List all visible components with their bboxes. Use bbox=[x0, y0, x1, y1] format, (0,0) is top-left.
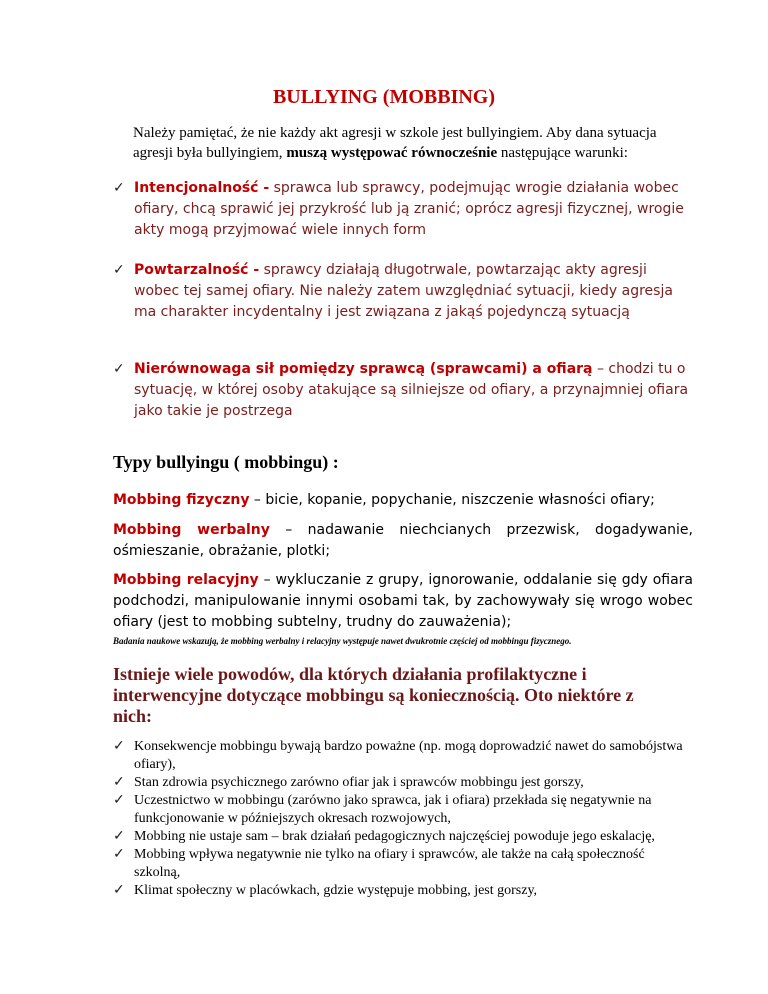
condition-text: sprawca lub sprawcy, podejmując wrogie działania wobec ofiary, chcą sprawić jej przykrość lub ją zranić; oprócz agresji fizycznej, wrogie akty mogą przyjmować wiele innych form bbox=[134, 180, 684, 238]
list-item bbox=[113, 738, 683, 774]
type-text: – bicie, kopanie, popychanie, niszczenie własności ofiary; bbox=[249, 492, 655, 508]
condition-imbalance bbox=[113, 359, 693, 422]
type-name: Mobbing fizyczny bbox=[113, 492, 250, 508]
list-item bbox=[113, 846, 683, 882]
intro-text-before: Należy pamiętać, że nie każdy akt agresji w szkole jest bullyingiem. Aby dana sytuacja agresji była bullyingiem, bbox=[133, 125, 657, 161]
intro-bold: muszą występować równocześnie bbox=[286, 145, 498, 161]
type-name: Mobbing werbalny bbox=[113, 522, 270, 538]
reasons-heading: Istnieje wiele powodów, dla których działania profilaktyczne i interwencyjne dotyczące mobbingu są koniecznością. Oto niektóre z nich: bbox=[113, 664, 634, 726]
intro-paragraph bbox=[133, 123, 693, 163]
condition-term: Powtarzalność - bbox=[134, 262, 260, 278]
reason-text: Mobbing nie ustaje sam – brak działań pedagogicznych najczęściej powoduje jego eskalację, bbox=[134, 829, 655, 844]
research-note: Badania naukowe wskazują, że mobbing werbalny i relacyjny występuje nawet dwukrotnie częściej od mobbingu fizycznego. bbox=[113, 636, 572, 646]
condition-term: Nierównowaga sił pomiędzy sprawcą (sprawcami) a ofiarą bbox=[134, 361, 593, 377]
condition-text: sprawcy działają długotrwale, powtarzając akty agresji wobec tej samej ofiary. Nie należy zatem uwzględniać sytuacji, kiedy agresja ma charakter incydentalny i jest związana z jakąś pojedynczą sytuacją bbox=[134, 262, 673, 320]
reason-text: Konsekwencje mobbingu bywają bardzo poważne (np. mogą doprowadzić nawet do samobójstwa ofiary), bbox=[134, 739, 683, 772]
checkmark-icon: ✓ bbox=[113, 361, 125, 377]
intro-text-after: następujące warunki: bbox=[497, 145, 628, 161]
condition-repetition bbox=[113, 260, 693, 323]
condition-body bbox=[134, 359, 693, 422]
reasons-list bbox=[113, 738, 683, 900]
type-verbal bbox=[113, 520, 693, 562]
list-item bbox=[113, 828, 683, 846]
list-item bbox=[113, 774, 683, 792]
type-name: Mobbing relacyjny bbox=[113, 572, 259, 588]
reason-text: Stan zdrowia psychicznego zarówno ofiar jak i sprawców mobbingu jest gorszy, bbox=[134, 775, 584, 790]
checkmark-icon: ✓ bbox=[113, 883, 125, 898]
condition-text: – chodzi tu o sytuację, w której osoby atakujące są silniejsze od ofiary, a przynajmniej ofiara jako takie je postrzega bbox=[134, 361, 689, 419]
condition-body bbox=[134, 260, 693, 323]
types-heading: Typy bullyingu ( mobbingu) : bbox=[113, 452, 339, 472]
checkmark-icon: ✓ bbox=[113, 739, 125, 754]
reason-text: Klimat społeczny w placówkach, gdzie występuje mobbing, jest gorszy, bbox=[134, 883, 538, 898]
checkmark-icon: ✓ bbox=[113, 847, 125, 862]
list-item bbox=[113, 792, 683, 828]
condition-term: Intencjonalność - bbox=[134, 180, 270, 196]
type-text: – nadawanie niechcianych przezwisk, dogadywanie, ośmieszanie, obrażanie, plotki; bbox=[113, 522, 693, 559]
checkmark-icon: ✓ bbox=[113, 180, 125, 196]
reason-text: Uczestnictwo w mobbingu (zarówno jako sprawca, jak i ofiara) przekłada się negatywnie na funkcjonowanie w późniejszych okresach rozwojowych, bbox=[134, 793, 652, 826]
checkmark-icon: ✓ bbox=[113, 793, 125, 808]
checkmark-icon: ✓ bbox=[113, 829, 125, 844]
condition-intentionality bbox=[113, 178, 693, 241]
list-item bbox=[113, 882, 683, 900]
condition-body bbox=[134, 178, 693, 241]
type-text: – wykluczanie z grupy, ignorowanie, oddalanie się gdy ofiara podchodzi, manipulowanie innymi osobami tak, by zachowywały się wrogo wobec ofiary (jest to mobbing subtelny, trudny do zauważenia); bbox=[113, 572, 693, 630]
page-title: BULLYING (MOBBING) bbox=[272, 86, 496, 108]
reason-text: Mobbing wpływa negatywnie nie tylko na ofiary i sprawców, ale także na całą społeczność szkolną, bbox=[134, 847, 645, 880]
checkmark-icon: ✓ bbox=[113, 775, 125, 790]
checkmark-icon: ✓ bbox=[113, 262, 125, 278]
type-relational bbox=[113, 570, 693, 633]
type-physical bbox=[113, 490, 693, 511]
